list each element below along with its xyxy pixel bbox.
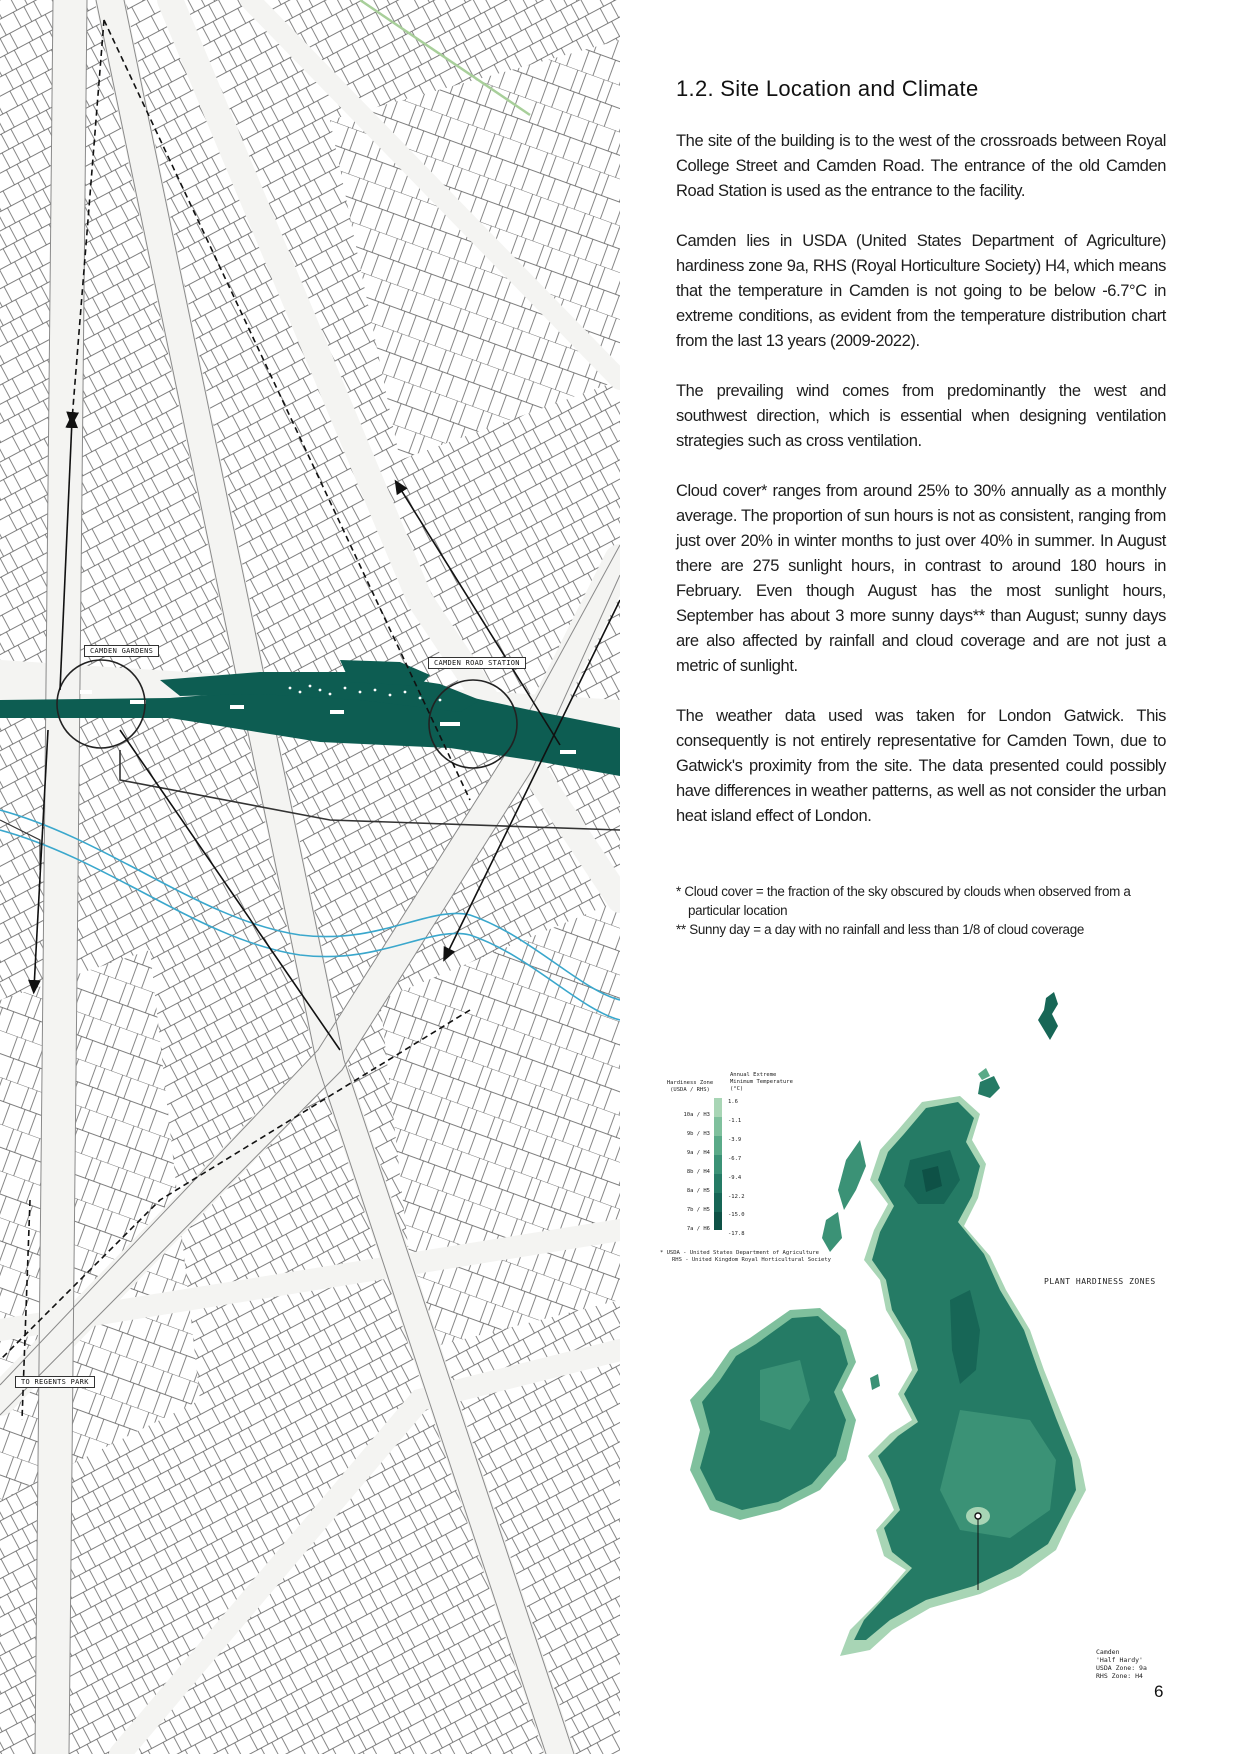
label-to-regents-park: TO REGENTS PARK — [15, 1376, 95, 1388]
label-camden-gardens: CAMDEN GARDENS — [84, 645, 159, 657]
legend-temp-label: -3.9 — [728, 1136, 742, 1143]
paragraph-cloud: Cloud cover* ranges from around 25% to 30% annually as a monthly average. The proportion of sun hours is not as consistent, ranging from just over 20% in winter months to just over 40% in summer. In August there are 275 sunlight hours, in contrast to around 180 hours in February. Even though August has the most sunlight hours, September has about 3 more sunny days** than August; sunny days are also affected by rainfall and cloud coverage and are not just a metric of sunlight. — [676, 482, 1166, 675]
paragraph-wind: The prevailing wind comes from predominantly the west and southwest direction, which is essential when designing ventilation strategies such as cross ventilation. — [676, 382, 1166, 450]
legend-temp-list — [728, 1093, 745, 1244]
legend-swatch — [714, 1193, 722, 1212]
page-number: 6 — [1154, 1682, 1164, 1701]
paragraph-hardiness: Camden lies in USDA (United States Department of Agriculture) hardiness zone 9a, RHS (Royal Horticulture Society) H4, which means that the temperature in Camden is not going to be below -6.7°C in extreme conditions, as evident from the temperature distribution chart from the last 13 years (2009-2022). — [676, 232, 1166, 350]
camden-callout-usda: USDA Zone: 9a — [1096, 1664, 1147, 1672]
label-camden-road-station: CAMDEN ROAD STATION — [428, 657, 526, 669]
legend-zone-label: 7a / H6 — [686, 1226, 710, 1232]
footnote-cloud-cover: * Cloud cover = the fraction of the sky obscured by clouds when observed from a particular location — [676, 884, 1131, 918]
camden-callout-rhs: RHS Zone: H4 — [1096, 1672, 1143, 1680]
footnote-sunny-day: ** Sunny day = a day with no rainfall and less than 1/8 of cloud coverage — [676, 922, 1084, 937]
camden-callout-nickname: 'Half Hardy' — [1096, 1656, 1143, 1664]
legend-zone-label: 9b / H3 — [686, 1131, 710, 1137]
paragraph-site: The site of the building is to the west of the crossroads between Royal College Street and Camden Road. The entrance of the old Camden Road Station is used as the entrance to the facility. — [676, 132, 1166, 200]
legend-temp-label: 1.6 — [728, 1099, 738, 1105]
legend-swatch — [714, 1136, 722, 1155]
legend-note-rhs: RHS - United Kingdom Royal Horticultural Society — [672, 1257, 831, 1263]
legend-temp-label: -9.4 — [728, 1174, 742, 1181]
plant-hardiness-map — [660, 990, 1180, 1690]
legend-zone-list — [660, 1106, 710, 1239]
legend-temp-label: -17.8 — [728, 1231, 745, 1238]
legend-header-zone: Hardiness Zone (USDA / RHS) — [666, 1080, 714, 1093]
legend-header-temp: Annual Extreme Minimum Temperature (°C) — [730, 1072, 793, 1092]
legend-note-usda: * USDA - United States Department of Agriculture — [660, 1250, 819, 1256]
legend-temp-label: -6.7 — [728, 1155, 742, 1162]
legend-temp-label: -15.0 — [728, 1212, 745, 1219]
legend-swatch — [714, 1155, 722, 1174]
legend-zone-label: 7b / H5 — [686, 1207, 710, 1213]
map-title: PLANT HARDINESS ZONES — [1044, 1277, 1156, 1286]
legend-notes — [660, 1250, 831, 1264]
legend-swatch — [714, 1117, 722, 1136]
legend-color-bar — [714, 1098, 722, 1230]
legend-swatch — [714, 1212, 722, 1230]
legend-swatch — [714, 1098, 722, 1117]
legend-zone-label: 8b / H4 — [686, 1169, 710, 1175]
legend-swatch — [714, 1174, 722, 1193]
camden-callout — [1096, 1648, 1147, 1680]
footnotes — [676, 882, 1176, 939]
legend-zone-label: 8a / H5 — [686, 1188, 710, 1194]
legend-temp-label: -12.2 — [728, 1193, 745, 1200]
text-column — [676, 76, 1166, 854]
legend-temp-label: -1.1 — [728, 1117, 742, 1124]
section-title: 1.2. Site Location and Climate — [676, 76, 979, 101]
legend-zone-label: 10a / H3 — [683, 1112, 710, 1118]
camden-callout-name: Camden — [1096, 1648, 1120, 1656]
paragraph-weather-data: The weather data used was taken for London Gatwick. This consequently is not entirely representative for Camden Town, due to Gatwick's proximity from the site. The data presented could possibly have differences in weather patterns, as well as not consider the urban heat island effect of London. — [676, 707, 1166, 825]
legend-zone-label: 9a / H4 — [686, 1150, 710, 1156]
